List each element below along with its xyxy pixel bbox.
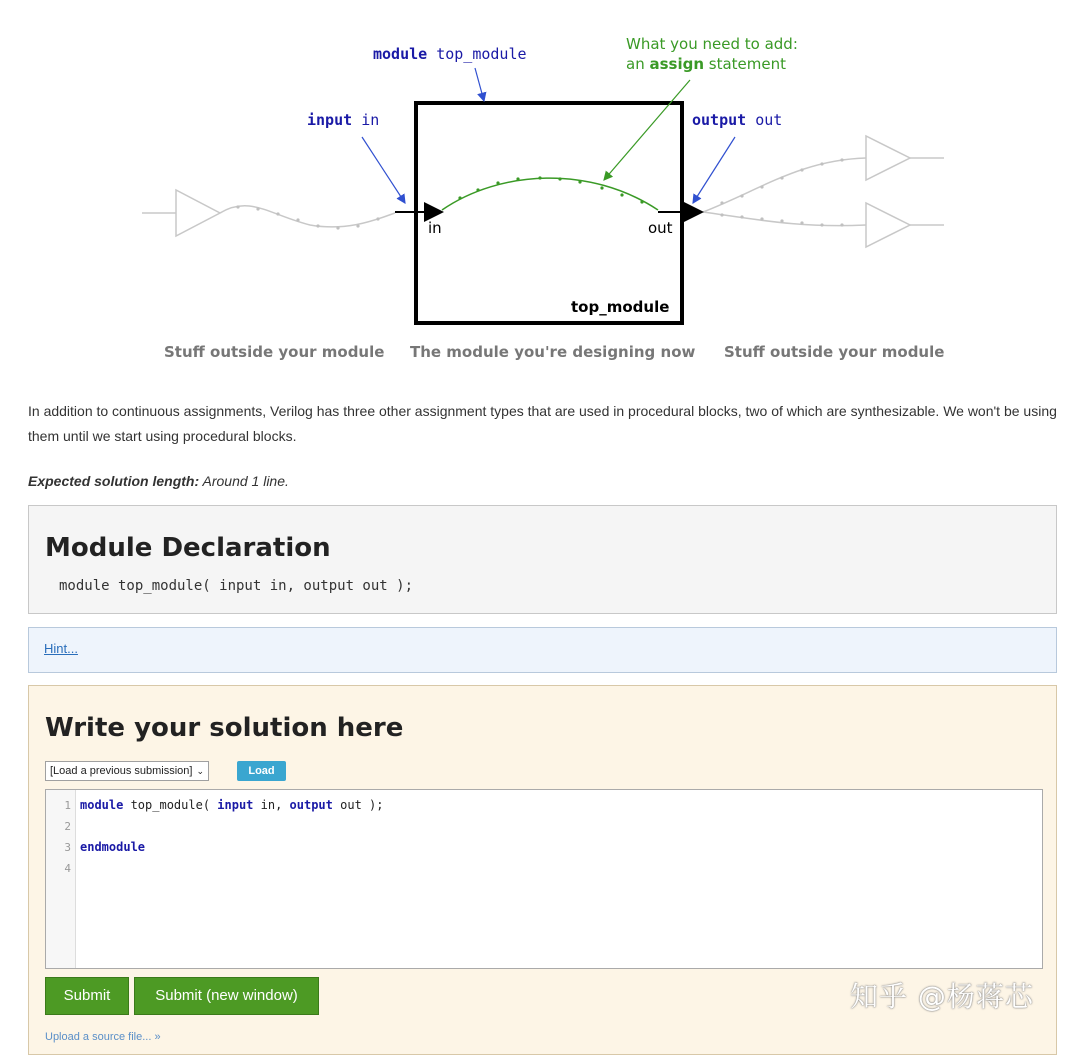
select-value: [Load a previous submission] bbox=[50, 765, 193, 777]
wire-dot bbox=[476, 188, 479, 191]
wire-dot bbox=[316, 224, 319, 227]
expected-solution-length bbox=[28, 473, 289, 489]
previous-submission-select[interactable] bbox=[45, 761, 209, 781]
wire-dot bbox=[538, 176, 541, 179]
hint-link[interactable]: Hint... bbox=[44, 641, 78, 656]
wire-dot bbox=[558, 177, 561, 180]
wire-dot bbox=[740, 194, 743, 197]
load-button[interactable]: Load bbox=[237, 761, 286, 781]
port-out-label: out bbox=[648, 219, 673, 237]
watermark: 知乎 @杨蒋芯 bbox=[850, 980, 1034, 1013]
chevron-down-icon: ⌄ bbox=[196, 766, 205, 776]
assign-note-line2: an assign statement bbox=[626, 55, 787, 73]
code-line bbox=[80, 840, 145, 854]
line-number: 2 bbox=[64, 820, 71, 833]
code-editor[interactable] bbox=[45, 789, 1043, 969]
right-buffers bbox=[703, 136, 944, 247]
wire-dot bbox=[276, 212, 279, 215]
code-text: in, bbox=[253, 798, 290, 812]
keyword: output bbox=[289, 798, 333, 812]
wire-dot bbox=[840, 223, 843, 226]
wire-dot bbox=[780, 219, 783, 222]
wire-dot bbox=[780, 176, 783, 179]
code-line bbox=[80, 798, 383, 812]
wire-dot bbox=[820, 162, 823, 165]
code-text: top_module( bbox=[123, 798, 218, 812]
code-text: out ); bbox=[332, 798, 384, 812]
solution-title: Write your solution here bbox=[45, 713, 404, 743]
submit-new-window-button[interactable]: Submit (new window) bbox=[134, 977, 319, 1015]
wire-dot bbox=[236, 205, 239, 208]
hint-panel bbox=[28, 627, 1057, 673]
wire-dot bbox=[820, 223, 823, 226]
wire-dot bbox=[800, 168, 803, 171]
wire-dot bbox=[760, 185, 763, 188]
wire-dot bbox=[376, 217, 379, 220]
output-label: output out bbox=[692, 111, 783, 129]
module-declaration-title: Module Declaration bbox=[45, 533, 331, 563]
upload-label: Upload a source file... bbox=[45, 1031, 152, 1043]
wire-dot bbox=[296, 218, 299, 221]
caption-left: Stuff outside your module bbox=[164, 343, 385, 361]
module-diagram bbox=[0, 0, 1080, 380]
line-number: 3 bbox=[64, 841, 71, 854]
wire-dot bbox=[740, 215, 743, 218]
module-declaration-panel bbox=[28, 505, 1057, 614]
wire-dot bbox=[516, 177, 519, 180]
port-in-label: in bbox=[428, 219, 442, 237]
module-declaration-code: module top_module( input in, output out ); bbox=[59, 578, 414, 594]
wire-dot bbox=[336, 226, 339, 229]
wire-dot bbox=[760, 217, 763, 220]
keyword: input bbox=[217, 798, 254, 812]
box-module-name: top_module bbox=[571, 298, 670, 316]
description-paragraph: In addition to continuous assignments, Verilog has three other assignment types that are used in procedural blocks, two of which are synthesizable. We won't be using them until we start using procedural blocks. bbox=[28, 403, 1057, 444]
caption-right: Stuff outside your module bbox=[724, 343, 945, 361]
wire-dot bbox=[578, 180, 581, 183]
module-label: module top_module bbox=[373, 45, 527, 63]
expected-value: Around 1 line. bbox=[199, 473, 289, 489]
line-number: 4 bbox=[64, 862, 71, 875]
double-chevron-down-icon: » bbox=[154, 1031, 161, 1043]
keyword: module bbox=[80, 798, 124, 812]
wire-dot bbox=[800, 221, 803, 224]
line-number: 1 bbox=[64, 799, 71, 812]
caption-center: The module you're designing now bbox=[410, 343, 696, 361]
expected-label: Expected solution length: bbox=[28, 473, 200, 489]
wire-dot bbox=[720, 201, 723, 204]
input-label: input in bbox=[307, 111, 380, 129]
assign-wire bbox=[442, 178, 658, 210]
wire-dot bbox=[496, 181, 499, 184]
assign-note-line1: What you need to add: bbox=[626, 35, 798, 53]
upload-source-link[interactable] bbox=[45, 1031, 161, 1043]
keyword: endmodule bbox=[80, 840, 146, 854]
wire-dot bbox=[600, 186, 603, 189]
wire-dot bbox=[620, 193, 623, 196]
wire-dot bbox=[720, 213, 723, 216]
wire-dot bbox=[356, 224, 359, 227]
wire-dot bbox=[458, 196, 461, 199]
submit-button[interactable]: Submit bbox=[45, 977, 129, 1015]
wire-dot bbox=[256, 207, 259, 210]
line-number-gutter bbox=[46, 790, 76, 968]
wire-dot bbox=[640, 200, 643, 203]
left-buffer bbox=[142, 190, 395, 236]
wire-dot bbox=[840, 158, 843, 161]
